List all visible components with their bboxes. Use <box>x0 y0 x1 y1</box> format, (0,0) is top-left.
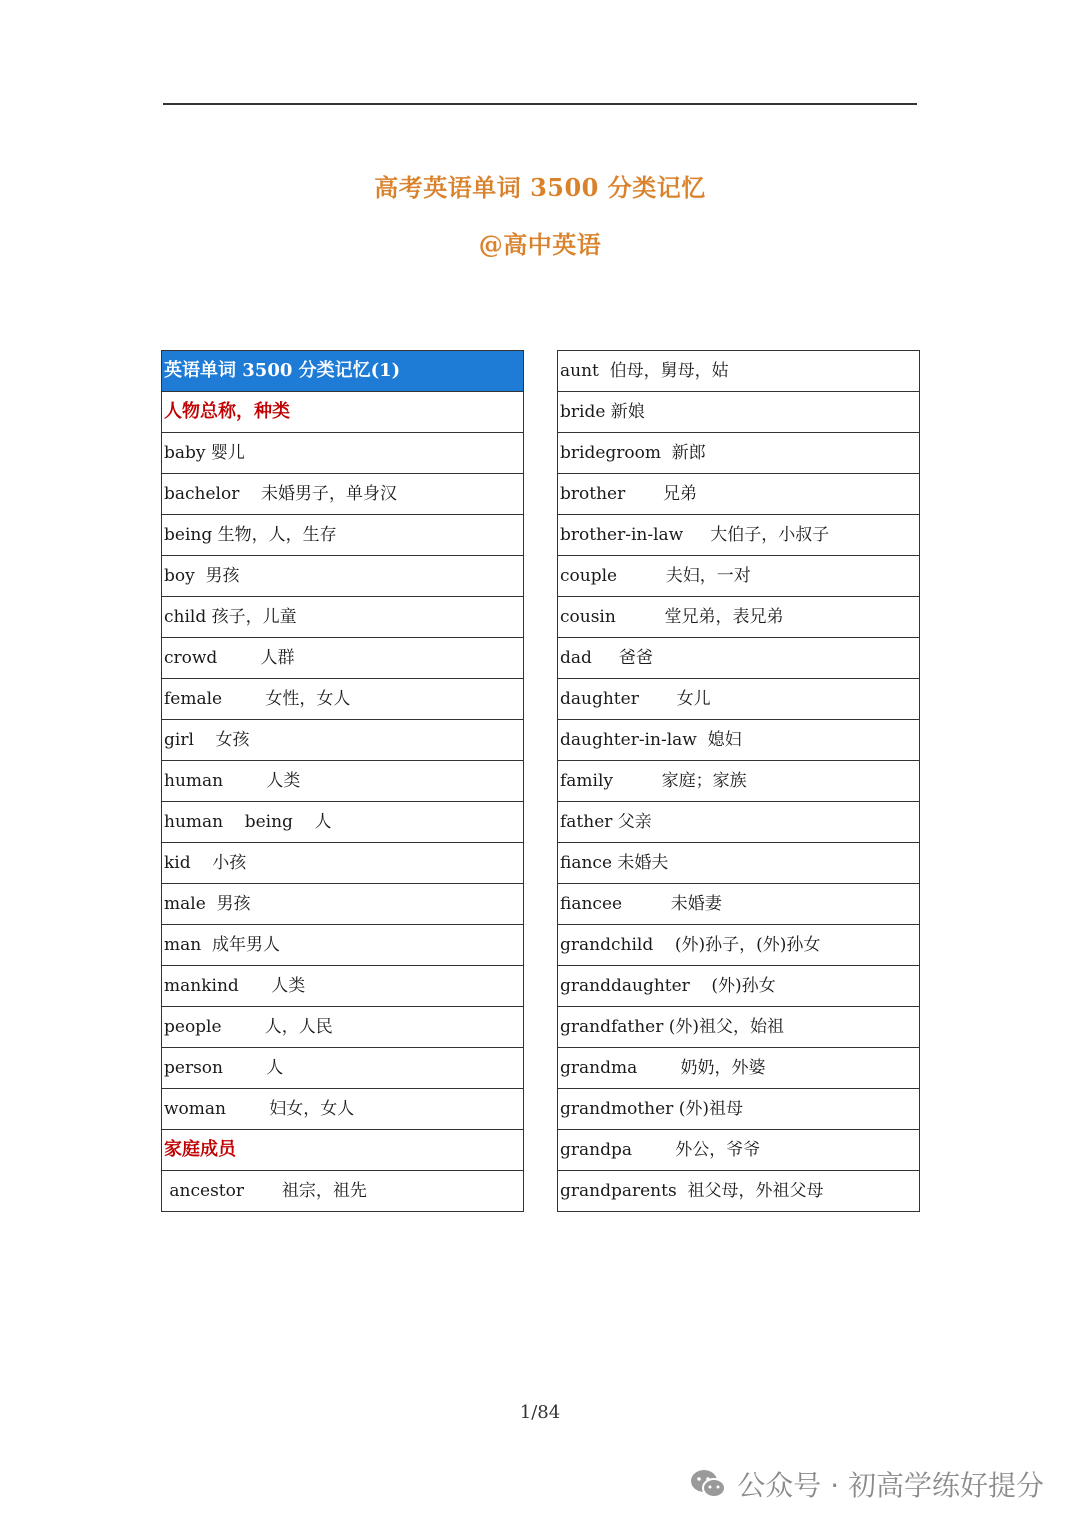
table-row: aunt 伯母，舅母，姑 <box>560 361 729 381</box>
table-row: baby 婴儿 <box>162 432 523 473</box>
table-row: ancestor 祖宗，祖先 <box>162 1170 523 1211</box>
table-row: couple 夫妇，一对 <box>558 555 919 596</box>
table-row: grandparents 祖父母，外祖父母 <box>558 1170 919 1211</box>
category-heading: 家庭成员 <box>162 1129 523 1170</box>
table-row: boy 男孩 <box>162 555 523 596</box>
table-row: cousin 堂兄弟，表兄弟 <box>558 596 919 637</box>
table-row: dad 爸爸 <box>558 637 919 678</box>
table-row: family 家庭；家族 <box>558 760 919 801</box>
table-row: female 女性，女人 <box>162 678 523 719</box>
table-row: grandchild (外)孙子，(外)孙女 <box>558 924 919 965</box>
table-row: grandmother (外)祖母 <box>558 1088 919 1129</box>
table-row: brother-in-law 大伯子，小叔子 <box>558 514 919 555</box>
wechat-icon <box>689 1468 727 1500</box>
page-number: 1/84 <box>519 1402 561 1423</box>
table-row: being 生物，人，生存 <box>162 514 523 555</box>
table-row: human being 人 <box>162 801 523 842</box>
table-row: man 成年男人 <box>162 924 523 965</box>
table-row: grandma 奶奶，外婆 <box>558 1047 919 1088</box>
table-row: grandfather (外)祖父，始祖 <box>558 1006 919 1047</box>
vocab-table-right <box>557 350 920 1212</box>
table-row: fiancee 未婚妻 <box>558 883 919 924</box>
document-subtitle: @高中英语 <box>478 230 602 259</box>
table-row: granddaughter (外)孙女 <box>558 965 919 1006</box>
table-row: daughter-in-law 媳妇 <box>558 719 919 760</box>
table-row: human 人类 <box>162 760 523 801</box>
table-row: daughter 女儿 <box>558 678 919 719</box>
table-row: bachelor 未婚男子，单身汉 <box>162 473 523 514</box>
category-heading: 人物总称，种类 <box>162 391 523 432</box>
table-row: person 人 <box>162 1047 523 1088</box>
top-divider <box>163 103 917 105</box>
table-row: mankind 人类 <box>162 965 523 1006</box>
watermark <box>689 1464 1044 1504</box>
watermark-text: 公众号 · 初高学练好提分 <box>737 1469 1044 1502</box>
vocab-table-left <box>161 350 524 1212</box>
document-title: 高考英语单词 3500 分类记忆 <box>374 173 706 202</box>
table-header: 英语单词 3500 分类记忆(1) <box>162 351 523 391</box>
table-row: male 男孩 <box>162 883 523 924</box>
table-row: grandpa 外公，爷爷 <box>558 1129 919 1170</box>
table-row: woman 妇女，女人 <box>162 1088 523 1129</box>
table-row: kid 小孩 <box>162 842 523 883</box>
table-row: brother 兄弟 <box>558 473 919 514</box>
table-row: fiance 未婚夫 <box>558 842 919 883</box>
table-row: people 人，人民 <box>162 1006 523 1047</box>
table-row: child 孩子，儿童 <box>162 596 523 637</box>
table-row: bridegroom 新郎 <box>558 432 919 473</box>
table-row: crowd 人群 <box>162 637 523 678</box>
table-row: father 父亲 <box>558 801 919 842</box>
table-row: girl 女孩 <box>162 719 523 760</box>
table-row: bride 新娘 <box>558 391 919 432</box>
